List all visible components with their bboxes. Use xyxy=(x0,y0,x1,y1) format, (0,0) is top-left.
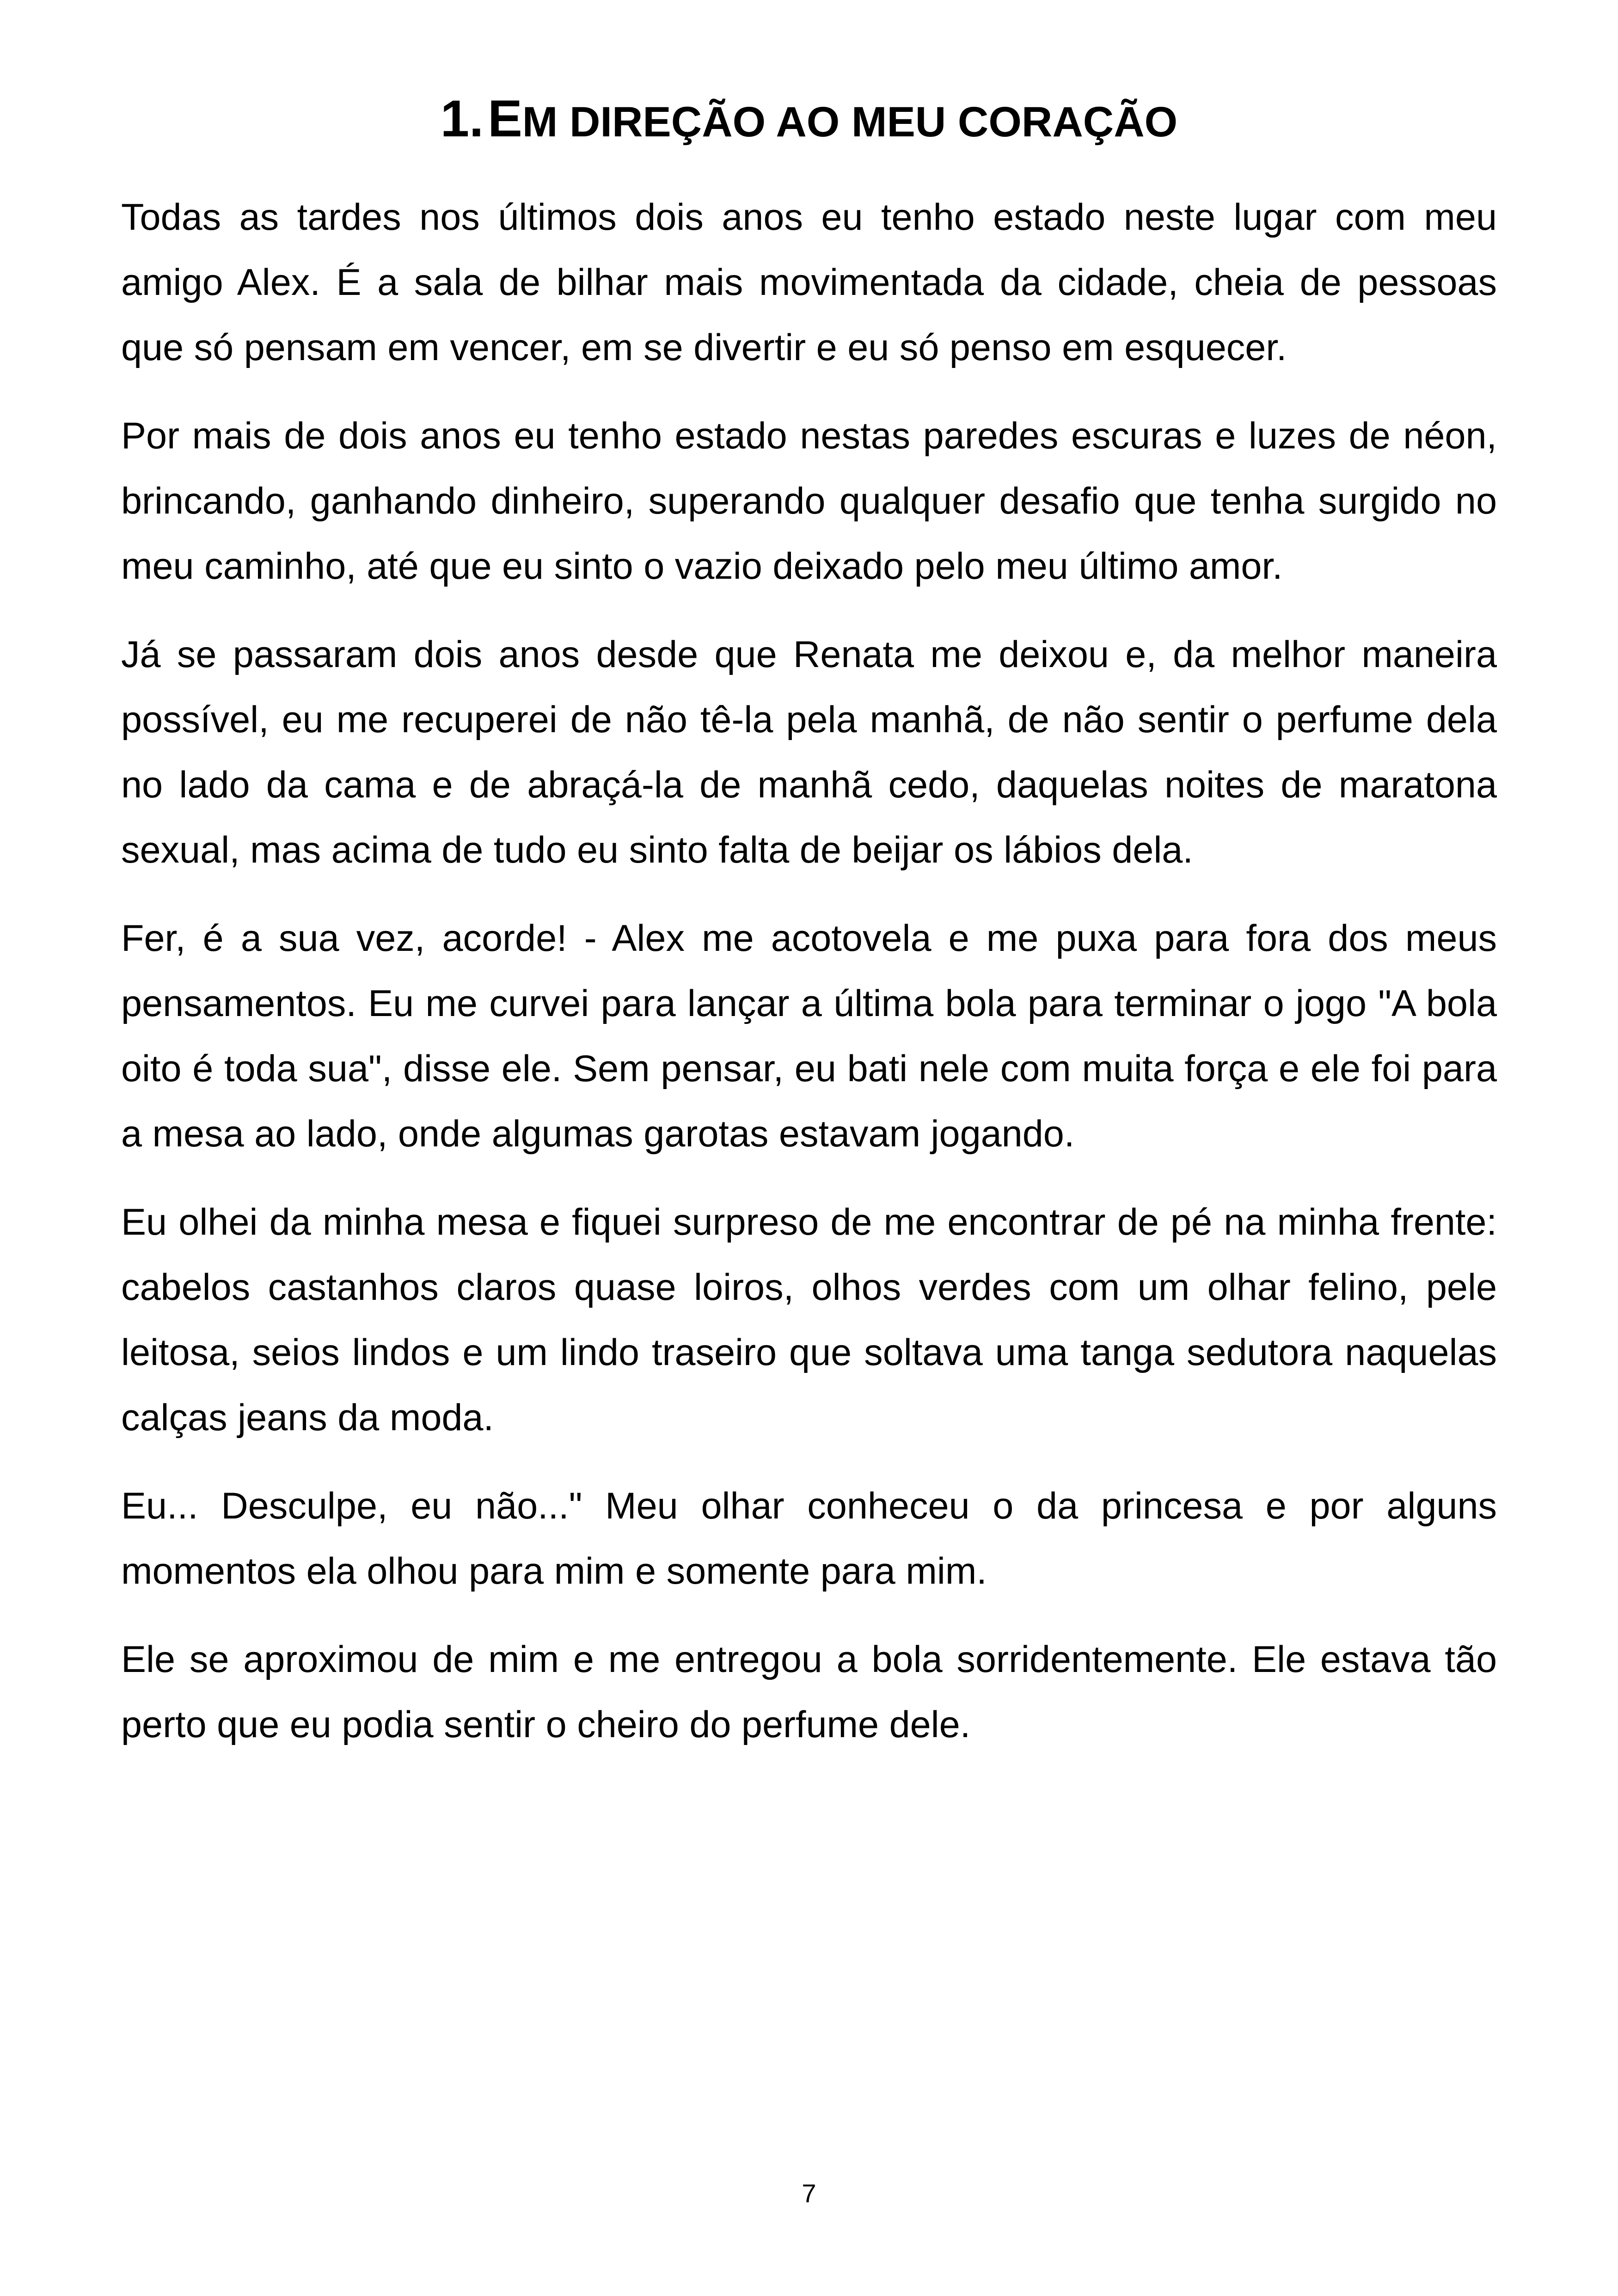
paragraph-2: Por mais de dois anos eu tenho estado nestas paredes escuras e luzes de néon, brincando, ganhando dinheiro, superando qualquer desafio que tenha surgido no meu caminho, até que eu sinto o vazio deixado pelo meu último amor. xyxy=(121,415,1497,587)
paragraph-5: Eu olhei da minha mesa e fiquei surpreso de me encontrar de pé na minha frente: cabelos castanhos claros quase loiros, olhos verdes com um olhar felino, pele leitosa, seios lindos e um lindo traseiro que soltava uma tanga sedutora naquelas calças jeans da moda. xyxy=(121,1201,1497,1439)
paragraph-1: Todas as tardes nos últimos dois anos eu tenho estado neste lugar com meu amigo Alex. É a sala de bilhar mais movimentada da cidade, cheia de pessoas que só pensam em vencer, em se divertir e eu só penso em esquecer. xyxy=(121,196,1497,368)
chapter-title-rest: M DIREÇÃO AO MEU CORAÇÃO xyxy=(522,98,1178,146)
chapter-title-initial: E xyxy=(488,90,522,147)
chapter-number: 1. xyxy=(440,90,484,147)
paragraph-7: Ele se aproximou de mim e me entregou a bola sorridentemente. Ele estava tão perto que eu podia sentir o cheiro do perfume dele. xyxy=(121,1639,1497,1745)
paragraph-3: Já se passaram dois anos desde que Renata me deixou e, da melhor maneira possível, eu me recuperei de não tê-la pela manhã, de não sentir o perfume dela no lado da cama e de abraçá-la de manhã cedo, daquelas noites de maratona sexual, mas acima de tudo eu sinto falta de beijar os lábios dela. xyxy=(121,634,1497,871)
chapter-body xyxy=(121,185,1497,1781)
page-number: 7 xyxy=(802,2179,816,2208)
paragraph-4: Fer, é a sua vez, acorde! - Alex me acotovela e me puxa para fora dos meus pensamentos. Eu me curvei para lançar a última bola para terminar o jogo "A bola oito é toda sua", disse ele. Sem pensar, eu bati nele com muita força e ele foi para a mesa ao lado, onde algumas garotas estavam jogando. xyxy=(121,918,1497,1155)
chapter-title xyxy=(120,88,1498,150)
paragraph-6: Eu... Desculpe, eu não..." Meu olhar conheceu o da princesa e por alguns momentos ela olhou para mim e somente para mim. xyxy=(121,1485,1497,1592)
